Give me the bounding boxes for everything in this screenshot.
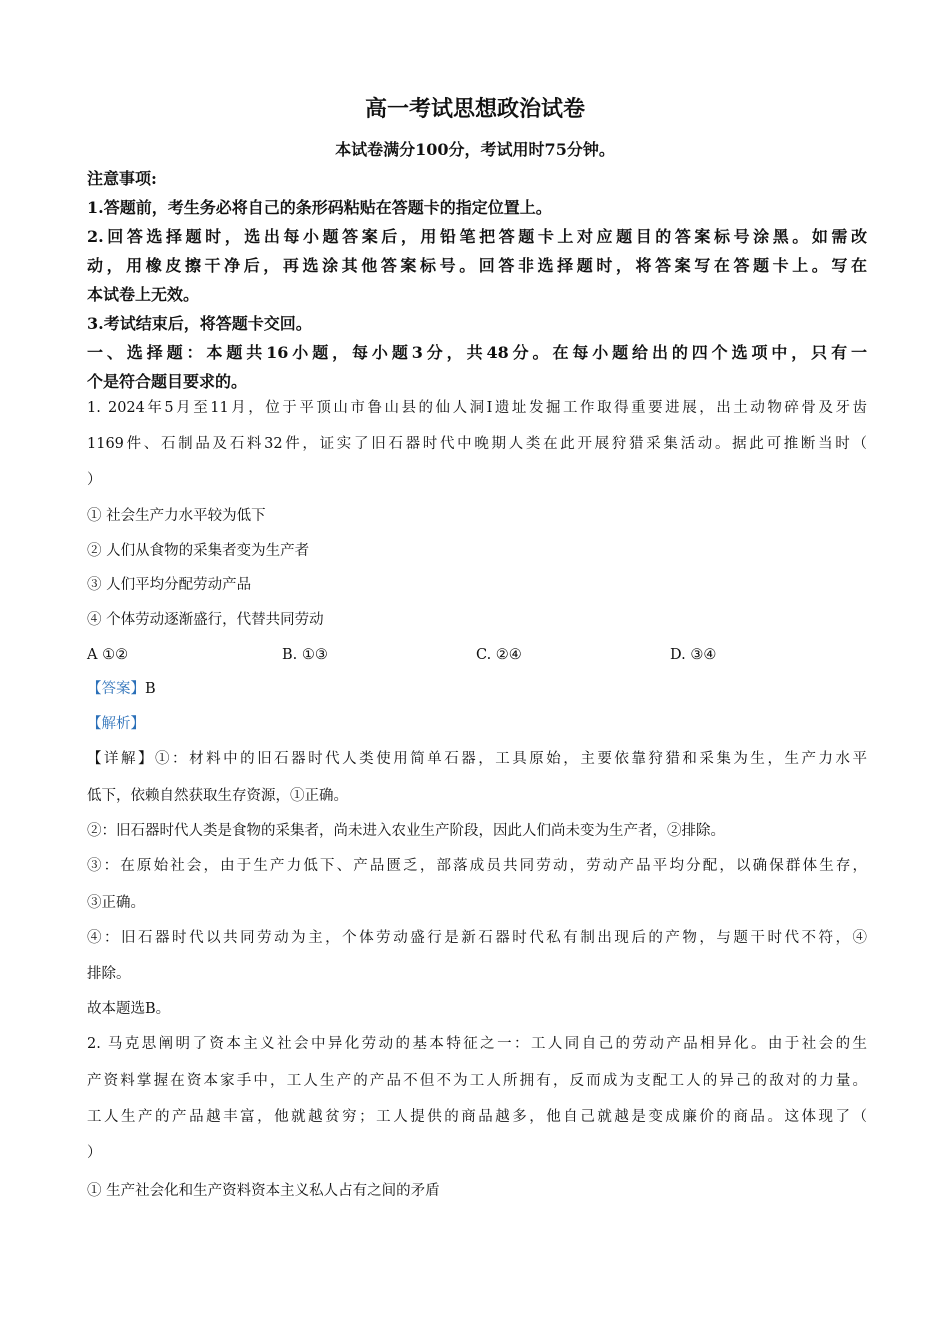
- q2-stem-line-2: 产资料掌握在资本家手中，工人生产的产品不但不为工人所拥有，反而成为支配工人的异己的敌对的力量。: [87, 1073, 867, 1089]
- q2-stem-line-3: 工人生产的产品越丰富，他就越贫穷；工人提供的商品越多，他自己就越是变成廉价的商品。这体现了（: [87, 1109, 867, 1125]
- q1-item-2: ② 人们从食物的采集者变为生产者: [87, 543, 310, 559]
- q1-detail-1-line-2: 低下，依赖自然获取生存资源，①正确。: [87, 788, 348, 804]
- q2-stem-line-1: 2. 马克思阐明了资本主义社会中异化劳动的基本特征之一：工人同自己的劳动产品相异化。由于社会的生: [87, 1036, 867, 1052]
- detail-label: 【详解】: [87, 751, 156, 767]
- notice-item-2-line-3: 本试卷上无效。: [87, 285, 200, 304]
- q2-stem-line-4: ）: [87, 1145, 102, 1161]
- q1-detail-1-line-1: [87, 741, 867, 777]
- q1-detail-3-line-1: ③：在原始社会，由于生产力低下、产品匮乏，部落成员共同劳动，劳动产品平均分配，以确保群体生存，: [87, 858, 867, 874]
- notice-item-2-line-1: 2.回答选择题时，选出每小题答案后，用铅笔把答题卡上对应题目的答案标号涂黑。如需改: [87, 227, 867, 246]
- answer-label: 【答案】: [87, 681, 145, 697]
- exam-title: 高一考试思想政治试卷: [364, 96, 585, 122]
- q1-detail-4-line-2: 排除。: [87, 966, 131, 982]
- notice-heading: 注意事项:: [87, 169, 157, 188]
- notice-item-2-line-2: 动，用橡皮擦干净后，再选涂其他答案标号。回答非选择题时，将答案写在答题卡上。写在: [87, 256, 867, 275]
- notice-item-3: 3.考试结束后，将答题卡交回。: [87, 314, 312, 333]
- notice-item-1: 1.答题前，考生务必将自己的条形码粘贴在答题卡的指定位置上。: [87, 198, 552, 217]
- q1-stem-line-2: 1169件、石制品及石料32件，证实了旧石器时代中晚期人类在此开展狩猎采集活动。据此可推断当时（: [87, 436, 867, 452]
- q1-option-d: D. ③④: [670, 647, 717, 663]
- q1-option-a: A ①②: [87, 647, 129, 663]
- section-heading-line-2: 个是符合题目要求的。: [87, 372, 248, 391]
- q1-option-c: C. ②④: [476, 647, 522, 663]
- section-heading-line-1: 一、选择题：本题共16小题，每小题3分，共48分。在每小题给出的四个选项中，只有一: [87, 343, 867, 362]
- exam-subtitle: 本试卷满分100分，考试用时75分钟。: [335, 140, 615, 159]
- q1-item-4: ④ 个体劳动逐渐盛行，代替共同劳动: [87, 612, 324, 628]
- detail-1-text: ①：材料中的旧石器时代人类使用简单石器，工具原始，主要依靠狩猎和采集为生，生产力水平: [155, 751, 867, 767]
- q1-detail-3-line-2: ③正确。: [87, 895, 145, 911]
- analysis-label: 【解析】: [87, 716, 145, 732]
- q1-detail-2: ②：旧石器时代人类是食物的采集者，尚未进入农业生产阶段，因此人们尚未变为生产者，②排除。: [87, 823, 725, 839]
- q1-conclusion: 故本题选B。: [87, 1001, 171, 1017]
- q1-stem-line-3: ）: [87, 472, 102, 488]
- q1-item-1: ① 社会生产力水平较为低下: [87, 508, 266, 524]
- q1-detail-4-line-1: ④：旧石器时代以共同劳动为主，个体劳动盛行是新石器时代私有制出现后的产物，与题干时代不符，④: [87, 930, 867, 946]
- q1-stem-line-1: 1. 2024年5月至11月，位于平顶山市鲁山县的仙人洞Ⅰ遗址发掘工作取得重要进展，出土动物碎骨及牙齿: [87, 400, 867, 416]
- q1-option-b: B. ①③: [282, 647, 328, 663]
- answer-value: B: [145, 681, 156, 697]
- q2-item-1: ① 生产社会化和生产资料资本主义私人占有之间的矛盾: [87, 1183, 440, 1199]
- q1-item-3: ③ 人们平均分配劳动产品: [87, 577, 252, 593]
- q1-answer: [87, 671, 867, 707]
